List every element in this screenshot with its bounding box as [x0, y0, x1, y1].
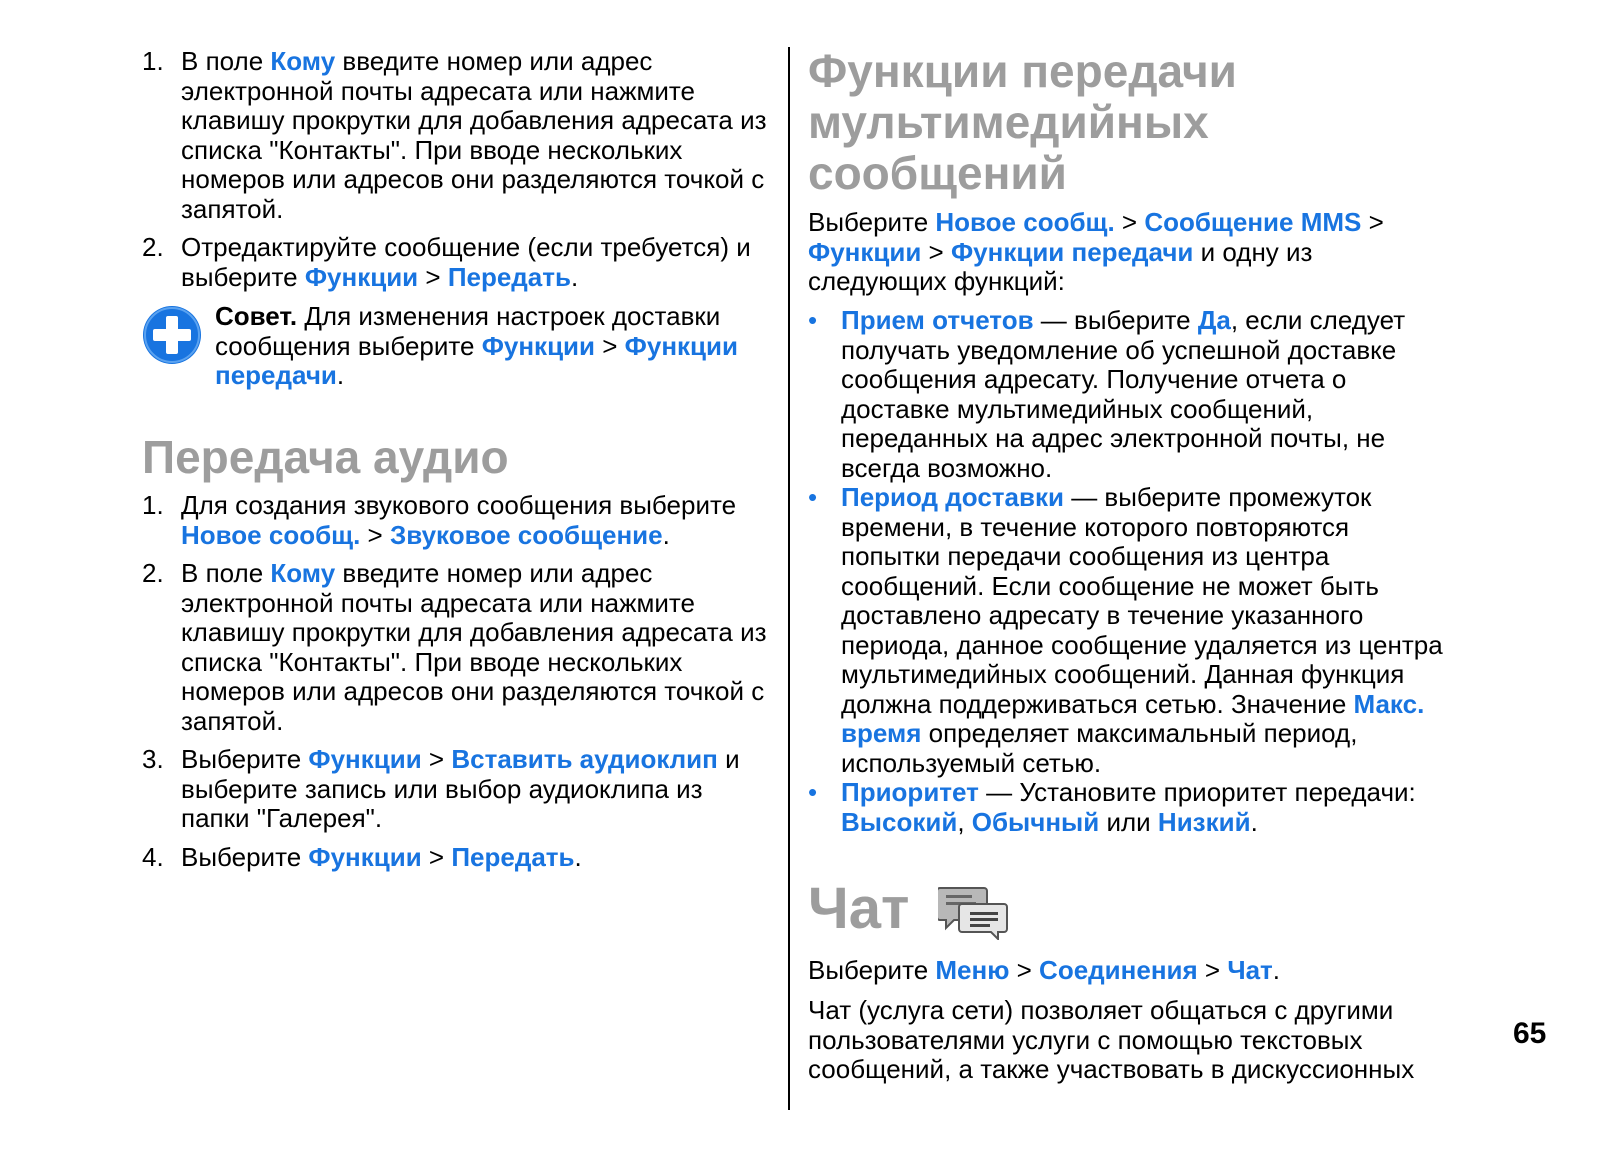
menu-path-link[interactable]: Передать — [451, 841, 575, 872]
bullet-line — [841, 482, 1371, 512]
text-run: периода, данное сообщение удаляется из центра — [841, 629, 1443, 660]
menu-path-link[interactable]: Высокий — [841, 806, 958, 837]
text-run: клавишу прокрутки для добавления адресата из — [181, 105, 767, 135]
menu-path-link[interactable]: Сообщение MMS — [1144, 207, 1362, 237]
text-run: списка "Контакты". При вводе нескольких — [181, 646, 683, 677]
list-item-line — [181, 588, 695, 618]
plus-circle-icon — [141, 304, 203, 366]
text-run: времени, в течение которого повторяются — [841, 511, 1350, 542]
text-run: , если следует — [1230, 305, 1406, 335]
text-run: > — [421, 841, 452, 872]
text-run: пользователями услуги с помощью текстовых — [808, 1024, 1363, 1055]
text-run: > — [1114, 207, 1145, 237]
menu-path-link[interactable]: Функции — [304, 261, 419, 292]
bullet-line — [841, 777, 1416, 807]
list-item-line — [181, 617, 767, 647]
text-run: . — [574, 841, 582, 872]
tip-line — [215, 360, 344, 390]
text-run: Чат (услуга сети) позволяет общаться с другими — [808, 995, 1394, 1025]
text-run: получать уведомление об успешной доставке — [841, 334, 1397, 365]
menu-path-link[interactable]: Обычный — [971, 806, 1100, 837]
list-number: 3. — [142, 744, 164, 774]
menu-path-link[interactable]: Кому — [270, 46, 336, 76]
tip-label: Совет. — [215, 301, 298, 331]
list-item-line — [181, 744, 740, 774]
bullet-line — [841, 600, 1363, 630]
list-item-line — [181, 105, 767, 135]
text-run: . — [1250, 806, 1258, 837]
text-run: мультимедийных сообщений. Данная функция — [841, 659, 1405, 689]
menu-path-link[interactable]: передачи — [215, 360, 337, 390]
list-number: 4. — [142, 841, 164, 872]
section-heading-audio: Передача аудио — [142, 431, 509, 483]
text-run: — Установите приоритет передачи: — [978, 777, 1416, 807]
text-run: сообщений, а также участвовать в дискуссионных — [808, 1054, 1415, 1084]
text-run: > — [595, 330, 625, 361]
text-run: должна поддерживаться сетью. Значение — [841, 688, 1354, 719]
text-run: и одну из — [1193, 236, 1313, 267]
menu-path-link[interactable]: Чат — [1227, 955, 1273, 985]
bullet-line — [841, 748, 1101, 778]
text-run: номеров или адресов они разделяются точкой с — [181, 676, 765, 706]
list-item-line — [181, 232, 751, 262]
bullet-line — [841, 453, 1052, 483]
menu-path-link[interactable]: Да — [1197, 305, 1231, 335]
text-run: сообщения адресату. Получение отчета о — [841, 364, 1347, 394]
bullet-line — [841, 394, 1313, 424]
list-number: 2. — [142, 558, 164, 588]
text-run: сообщения выберите — [215, 330, 482, 361]
text-run: выберите запись или выбор аудиоклипа из — [181, 773, 703, 804]
list-number: 2. — [142, 232, 164, 262]
bullet-marker: • — [808, 305, 818, 335]
text-run: Отредактируйте сообщение (если требуется) и — [181, 232, 751, 262]
list-item-line — [181, 164, 764, 194]
bullet-line — [841, 571, 1379, 601]
text-run: определяет максимальный период, — [921, 718, 1358, 748]
list-item-line — [181, 558, 652, 588]
text-run: > — [418, 261, 448, 292]
text-run: номеров или адресов они разделяются точкой с — [181, 164, 765, 194]
menu-path-link[interactable]: время — [841, 718, 922, 748]
list-item-line — [181, 262, 578, 292]
text-run: Для изменения настроек доставки — [297, 301, 721, 331]
menu-path-link[interactable]: Функции — [624, 330, 738, 361]
list-item-line — [181, 76, 695, 106]
text-run: . — [336, 360, 345, 390]
text-run: или — [1099, 806, 1158, 837]
chat-desc-line — [808, 1025, 1362, 1055]
text-run: — выберите — [1033, 305, 1198, 335]
menu-path-link[interactable]: Макс. — [1353, 688, 1425, 719]
text-run: сообщений. Если сообщение не может быть — [841, 570, 1379, 601]
list-item-line — [181, 194, 283, 224]
list-item-line — [181, 842, 582, 872]
menu-path-link[interactable]: Вставить аудиоклип — [451, 744, 718, 774]
intro-line — [808, 266, 1065, 296]
text-run: списка "Контакты". При вводе нескольких — [181, 134, 683, 165]
chat-desc-line — [808, 1054, 1414, 1084]
bullet-line — [841, 364, 1346, 394]
bullet-line — [841, 630, 1443, 660]
bullet-line — [841, 659, 1404, 689]
bullet-line — [841, 423, 1385, 453]
list-item-line — [181, 706, 283, 736]
text-run: следующих функций: — [808, 266, 1065, 296]
text-run: и — [717, 744, 740, 774]
text-run: папки "Галерея". — [181, 803, 383, 833]
chat-desc-line — [808, 995, 1393, 1025]
menu-path-link[interactable]: Приоритет — [841, 777, 979, 807]
list-item-line — [181, 46, 652, 76]
text-run: введите номер или адрес — [335, 46, 653, 76]
chat-path-line — [808, 955, 1280, 985]
text-run: Выберите — [181, 744, 309, 774]
text-run: клавишу прокрутки для добавления адресата из — [181, 617, 767, 647]
menu-path-link[interactable]: Низкий — [1157, 806, 1251, 837]
text-run: доставлено адресату в течение указанного — [841, 600, 1364, 630]
section-heading-mms: мультимедийных — [808, 96, 1209, 148]
list-item-line — [181, 490, 736, 520]
text-run: запятой. — [181, 705, 284, 736]
menu-path-link[interactable]: Функции — [481, 330, 596, 361]
list-number: 1. — [142, 490, 164, 520]
list-item-line — [181, 647, 682, 677]
text-run: > — [421, 744, 452, 774]
tip-line — [215, 331, 738, 361]
menu-path-link[interactable]: Новое сообщ. — [935, 207, 1115, 237]
text-run: всегда возможно. — [841, 452, 1053, 483]
menu-path-link[interactable]: Соединения — [1039, 955, 1198, 985]
menu-path-link[interactable]: Функции — [808, 236, 922, 267]
section-heading-mms: Функции передачи — [808, 45, 1237, 97]
text-run: В поле — [181, 46, 271, 76]
text-run: используемый сетью. — [841, 747, 1102, 778]
text-run: доставке мультимедийных сообщений, — [841, 393, 1314, 424]
text-run: . — [662, 519, 670, 550]
text-run: > — [1009, 955, 1040, 985]
text-run: > — [1361, 207, 1384, 237]
bullet-marker: • — [808, 482, 818, 512]
bullet-line — [841, 512, 1349, 542]
text-run: переданных на адрес электронной почты, не — [841, 423, 1386, 453]
list-item-line — [181, 803, 382, 833]
text-run: Для создания звукового сообщения выберите — [181, 490, 737, 520]
text-run: Выберите — [808, 207, 936, 237]
text-run: выберите — [181, 261, 305, 292]
list-number: 1. — [142, 46, 164, 76]
list-item-line — [181, 676, 764, 706]
tip-line — [215, 301, 720, 331]
bullet-line — [841, 305, 1405, 335]
text-run: введите номер или адрес — [335, 558, 653, 588]
menu-path-link[interactable]: Меню — [935, 955, 1010, 985]
menu-path-link[interactable]: Кому — [270, 558, 336, 588]
bullet-line — [841, 689, 1424, 719]
intro-line — [808, 237, 1312, 267]
text-run: Выберите — [181, 841, 309, 872]
text-run: — выберите промежуток — [1063, 482, 1372, 512]
text-run: электронной почты адресата или нажмите — [181, 75, 695, 106]
menu-path-link[interactable]: Функции — [308, 841, 422, 872]
text-run: попытки передачи сообщения из центра — [841, 541, 1330, 571]
menu-path-link[interactable]: Звуковое сообщение — [389, 519, 663, 550]
menu-path-link[interactable]: Функции передачи — [950, 236, 1194, 267]
list-item-line — [181, 135, 682, 165]
bullet-marker: • — [808, 777, 818, 807]
text-run: > — [360, 519, 390, 550]
list-item-line — [181, 520, 670, 550]
text-run: запятой. — [181, 193, 284, 224]
bullet-line — [841, 718, 1357, 748]
text-run: В поле — [181, 558, 271, 588]
menu-path-link[interactable]: Новое сообщ. — [181, 519, 361, 550]
text-run: Выберите — [808, 955, 936, 985]
list-item-line — [181, 774, 703, 804]
text-run: > — [1197, 955, 1228, 985]
menu-path-link[interactable]: Прием отчетов — [841, 305, 1034, 335]
bullet-line — [841, 335, 1396, 365]
chat-bubbles-icon — [938, 884, 1010, 940]
bullet-line — [841, 541, 1329, 571]
text-run: электронной почты адресата или нажмите — [181, 587, 695, 618]
bullet-line — [841, 807, 1258, 837]
text-run: > — [921, 236, 951, 267]
intro-line — [808, 207, 1384, 237]
page-number: 65 — [1513, 1017, 1547, 1050]
text-run: . — [570, 261, 579, 292]
column-divider — [788, 47, 790, 1110]
text-run: , — [957, 806, 972, 837]
menu-path-link[interactable]: Период доставки — [841, 482, 1064, 512]
menu-path-link[interactable]: Передать — [447, 261, 571, 292]
section-heading-chat: Чат — [808, 876, 910, 941]
menu-path-link[interactable]: Функции — [308, 744, 422, 774]
section-heading-mms: сообщений — [808, 147, 1067, 199]
text-run: . — [1272, 955, 1281, 985]
